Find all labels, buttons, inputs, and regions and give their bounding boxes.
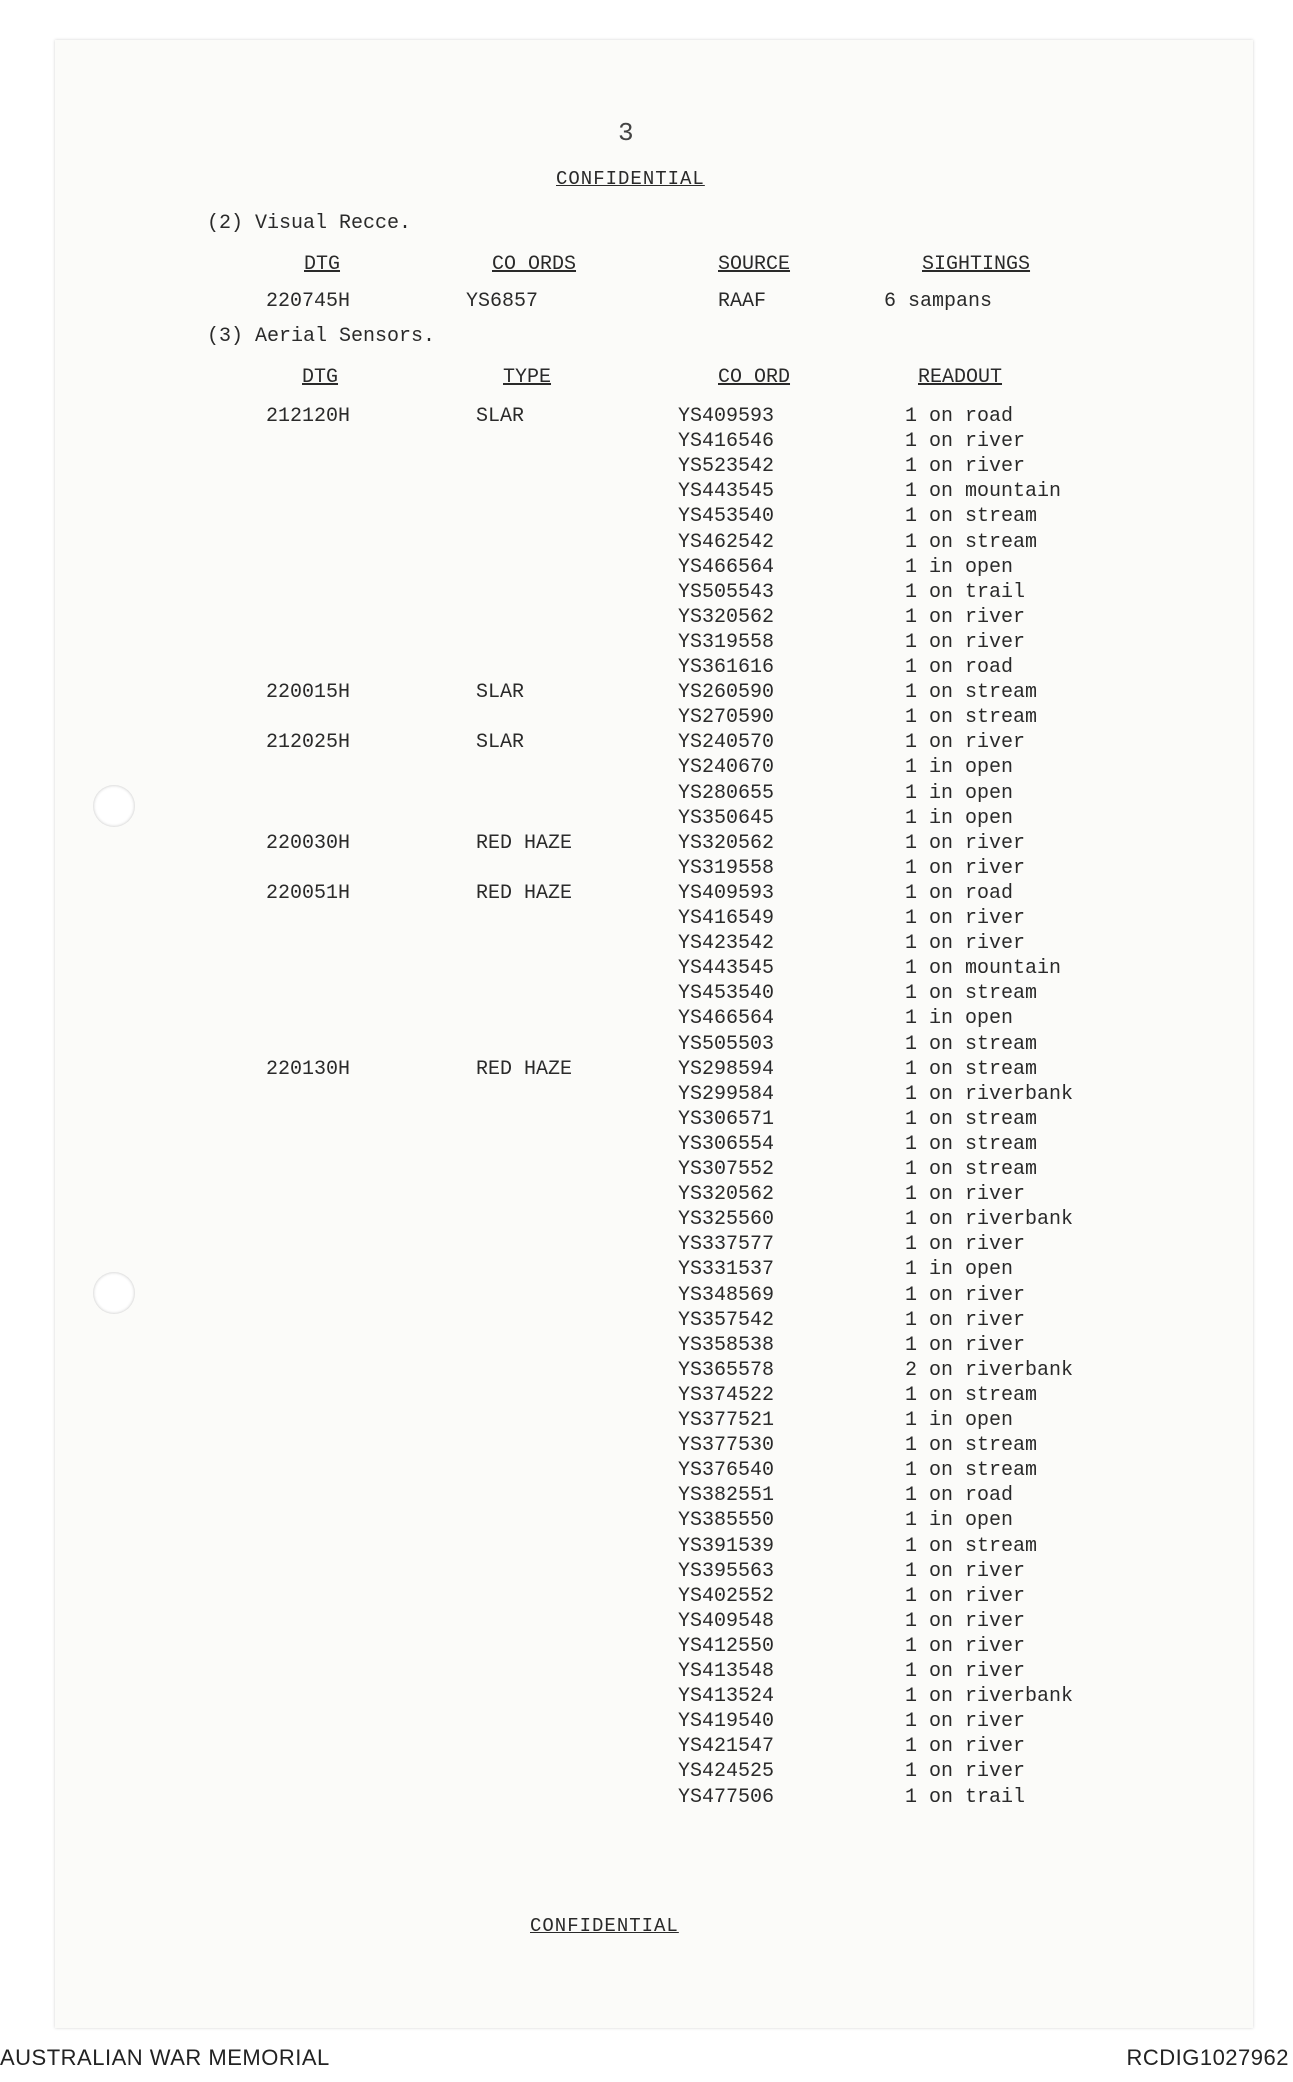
row-readout: 1 in open <box>905 806 1014 830</box>
row-readout: 1 on river <box>905 1233 1026 1257</box>
row-readout: 1 on river <box>905 1183 1026 1207</box>
punch-hole-upper <box>93 785 135 827</box>
row-readout: 1 on river <box>905 1660 1026 1683</box>
row-readout: 1 on mountain <box>905 957 1062 981</box>
aerial-col-coord: CO ORD <box>718 366 791 389</box>
row-type: RED HAZE <box>476 831 573 855</box>
row-readout: 1 on river <box>905 455 1026 479</box>
row-coord: YS453540 <box>678 982 775 1006</box>
row-coord: YS505543 <box>678 580 775 604</box>
row-coord: YS421547 <box>678 1735 775 1759</box>
row-readout: 1 on stream <box>905 1158 1038 1181</box>
visual-col-sightings: SIGHTINGS <box>922 253 1031 276</box>
row-readout: 1 on river <box>905 731 1026 755</box>
row-type: SLAR <box>476 681 525 705</box>
row-readout: 1 on riverbank <box>905 1082 1074 1106</box>
row-readout: 1 on river <box>905 1308 1026 1332</box>
row-coord: YS423542 <box>678 932 775 956</box>
visual-row-source: RAAF <box>718 290 767 313</box>
row-coord: YS409548 <box>678 1609 775 1633</box>
row-readout: 1 on road <box>905 405 1014 428</box>
row-readout: 1 in open <box>905 1409 1014 1432</box>
aerial-sensors-heading: (3) Aerial Sensors. <box>207 325 436 348</box>
page-number: 3 <box>618 118 634 148</box>
row-coord: YS240670 <box>678 756 775 780</box>
row-coord: YS325560 <box>678 1208 775 1232</box>
row-coord: YS320562 <box>678 605 775 629</box>
row-coord: YS443545 <box>678 957 775 981</box>
row-readout: 1 on river <box>905 605 1026 629</box>
row-readout: 1 on stream <box>905 505 1038 529</box>
footer-archive-name: AUSTRALIAN WAR MEMORIAL <box>0 2045 330 2070</box>
row-coord: YS307552 <box>678 1158 775 1181</box>
row-readout: 1 on stream <box>905 1132 1038 1156</box>
row-readout: 1 on riverbank <box>905 1208 1074 1232</box>
row-coord: YS412550 <box>678 1634 775 1658</box>
row-coord: YS419540 <box>678 1710 775 1734</box>
row-coord: YS358538 <box>678 1333 775 1357</box>
row-readout: 1 on stream <box>905 1057 1038 1081</box>
row-coord: YS319558 <box>678 856 775 880</box>
row-readout: 1 on road <box>905 881 1014 905</box>
row-readout: 1 on river <box>905 1584 1026 1608</box>
row-type: SLAR <box>476 731 525 755</box>
row-readout: 1 on stream <box>905 1383 1038 1407</box>
row-coord: YS280655 <box>678 781 775 805</box>
aerial-col-readout: READOUT <box>918 366 1003 389</box>
row-coord: YS306554 <box>678 1132 775 1156</box>
row-coord: YS466564 <box>678 555 775 579</box>
row-dtg: 220030H <box>266 831 351 855</box>
row-coord: YS374522 <box>678 1383 775 1407</box>
row-coord: YS376540 <box>678 1459 775 1483</box>
row-coord: YS395563 <box>678 1559 775 1583</box>
row-type: RED HAZE <box>476 881 573 905</box>
visual-col-source: SOURCE <box>718 253 791 276</box>
row-readout: 1 on stream <box>905 681 1038 705</box>
visual-recce-heading: (2) Visual Recce. <box>207 212 412 235</box>
row-readout: 1 on stream <box>905 1534 1038 1558</box>
row-coord: YS382551 <box>678 1484 775 1508</box>
row-readout: 1 on river <box>905 430 1026 454</box>
row-readout: 1 in open <box>905 1258 1014 1282</box>
punch-hole-lower <box>93 1272 135 1314</box>
row-coord: YS320562 <box>678 1183 775 1207</box>
row-type: SLAR <box>476 405 525 428</box>
row-readout: 1 on stream <box>905 706 1038 730</box>
row-readout: 1 on stream <box>905 1107 1038 1131</box>
row-coord: YS377530 <box>678 1434 775 1458</box>
row-coord: YS443545 <box>678 480 775 504</box>
row-dtg: 212025H <box>266 731 351 755</box>
row-readout: 1 on riverbank <box>905 1685 1074 1709</box>
row-coord: YS413524 <box>678 1685 775 1709</box>
row-readout: 1 in open <box>905 1509 1014 1533</box>
visual-row-coords: YS6857 <box>466 290 539 313</box>
row-readout: 1 in open <box>905 555 1014 579</box>
visual-row-sightings: 6 sampans <box>884 290 993 313</box>
row-coord: YS348569 <box>678 1283 775 1307</box>
classification-bottom: CONFIDENTIAL <box>530 1915 679 1937</box>
visual-row-dtg: 220745H <box>266 290 351 313</box>
aerial-col-dtg: DTG <box>302 366 339 389</box>
row-readout: 1 on river <box>905 907 1026 930</box>
row-readout: 1 on stream <box>905 1434 1038 1458</box>
row-coord: YS416546 <box>678 430 775 454</box>
row-coord: YS424525 <box>678 1760 775 1784</box>
row-coord: YS402552 <box>678 1584 775 1608</box>
row-coord: YS299584 <box>678 1082 775 1106</box>
visual-col-dtg: DTG <box>304 253 341 276</box>
row-readout: 1 in open <box>905 1007 1014 1031</box>
row-readout: 1 on road <box>905 1484 1014 1508</box>
row-coord: YS270590 <box>678 706 775 730</box>
row-coord: YS413548 <box>678 1660 775 1683</box>
row-readout: 2 on riverbank <box>905 1358 1074 1382</box>
row-readout: 1 on river <box>905 630 1026 654</box>
row-readout: 1 on trail <box>905 580 1026 604</box>
row-coord: YS337577 <box>678 1233 775 1257</box>
footer-record-id: RCDIG1027962 <box>1126 2045 1289 2070</box>
row-coord: YS298594 <box>678 1057 775 1081</box>
row-coord: YS319558 <box>678 630 775 654</box>
row-readout: 1 on river <box>905 1634 1026 1658</box>
row-readout: 1 on river <box>905 1333 1026 1357</box>
classification-top: CONFIDENTIAL <box>556 168 705 190</box>
aerial-col-type: TYPE <box>503 366 552 389</box>
row-readout: 1 on river <box>905 1710 1026 1734</box>
row-readout: 1 on trail <box>905 1785 1026 1809</box>
row-coord: YS320562 <box>678 831 775 855</box>
row-coord: YS409593 <box>678 881 775 905</box>
row-readout: 1 on river <box>905 932 1026 956</box>
row-dtg: 220051H <box>266 881 351 905</box>
row-coord: YS462542 <box>678 530 775 554</box>
row-coord: YS391539 <box>678 1534 775 1558</box>
row-dtg: 220130H <box>266 1057 351 1081</box>
row-readout: 1 on stream <box>905 1459 1038 1483</box>
row-readout: 1 on river <box>905 1735 1026 1759</box>
row-coord: YS385550 <box>678 1509 775 1533</box>
row-coord: YS477506 <box>678 1785 775 1809</box>
row-readout: 1 on stream <box>905 982 1038 1006</box>
row-coord: YS331537 <box>678 1258 775 1282</box>
row-type: RED HAZE <box>476 1057 573 1081</box>
row-dtg: 212120H <box>266 405 351 428</box>
row-coord: YS377521 <box>678 1409 775 1432</box>
row-coord: YS240570 <box>678 731 775 755</box>
row-readout: 1 on river <box>905 1609 1026 1633</box>
row-coord: YS306571 <box>678 1107 775 1131</box>
row-readout: 1 on river <box>905 1559 1026 1583</box>
row-coord: YS505503 <box>678 1032 775 1056</box>
row-readout: 1 on road <box>905 656 1014 679</box>
row-readout: 1 in open <box>905 781 1014 805</box>
row-coord: YS523542 <box>678 455 775 479</box>
row-readout: 1 in open <box>905 756 1014 780</box>
row-readout: 1 on mountain <box>905 480 1062 504</box>
row-dtg: 220015H <box>266 681 351 705</box>
row-coord: YS409593 <box>678 405 775 428</box>
row-coord: YS453540 <box>678 505 775 529</box>
row-coord: YS350645 <box>678 806 775 830</box>
row-readout: 1 on river <box>905 831 1026 855</box>
row-readout: 1 on river <box>905 1283 1026 1307</box>
row-coord: YS260590 <box>678 681 775 705</box>
row-readout: 1 on stream <box>905 530 1038 554</box>
visual-col-coords: CO ORDS <box>492 253 577 276</box>
row-coord: YS365578 <box>678 1358 775 1382</box>
row-readout: 1 on river <box>905 1760 1026 1784</box>
row-readout: 1 on river <box>905 856 1026 880</box>
row-readout: 1 on stream <box>905 1032 1038 1056</box>
row-coord: YS466564 <box>678 1007 775 1031</box>
row-coord: YS357542 <box>678 1308 775 1332</box>
row-coord: YS416549 <box>678 907 775 930</box>
row-coord: YS361616 <box>678 656 775 679</box>
